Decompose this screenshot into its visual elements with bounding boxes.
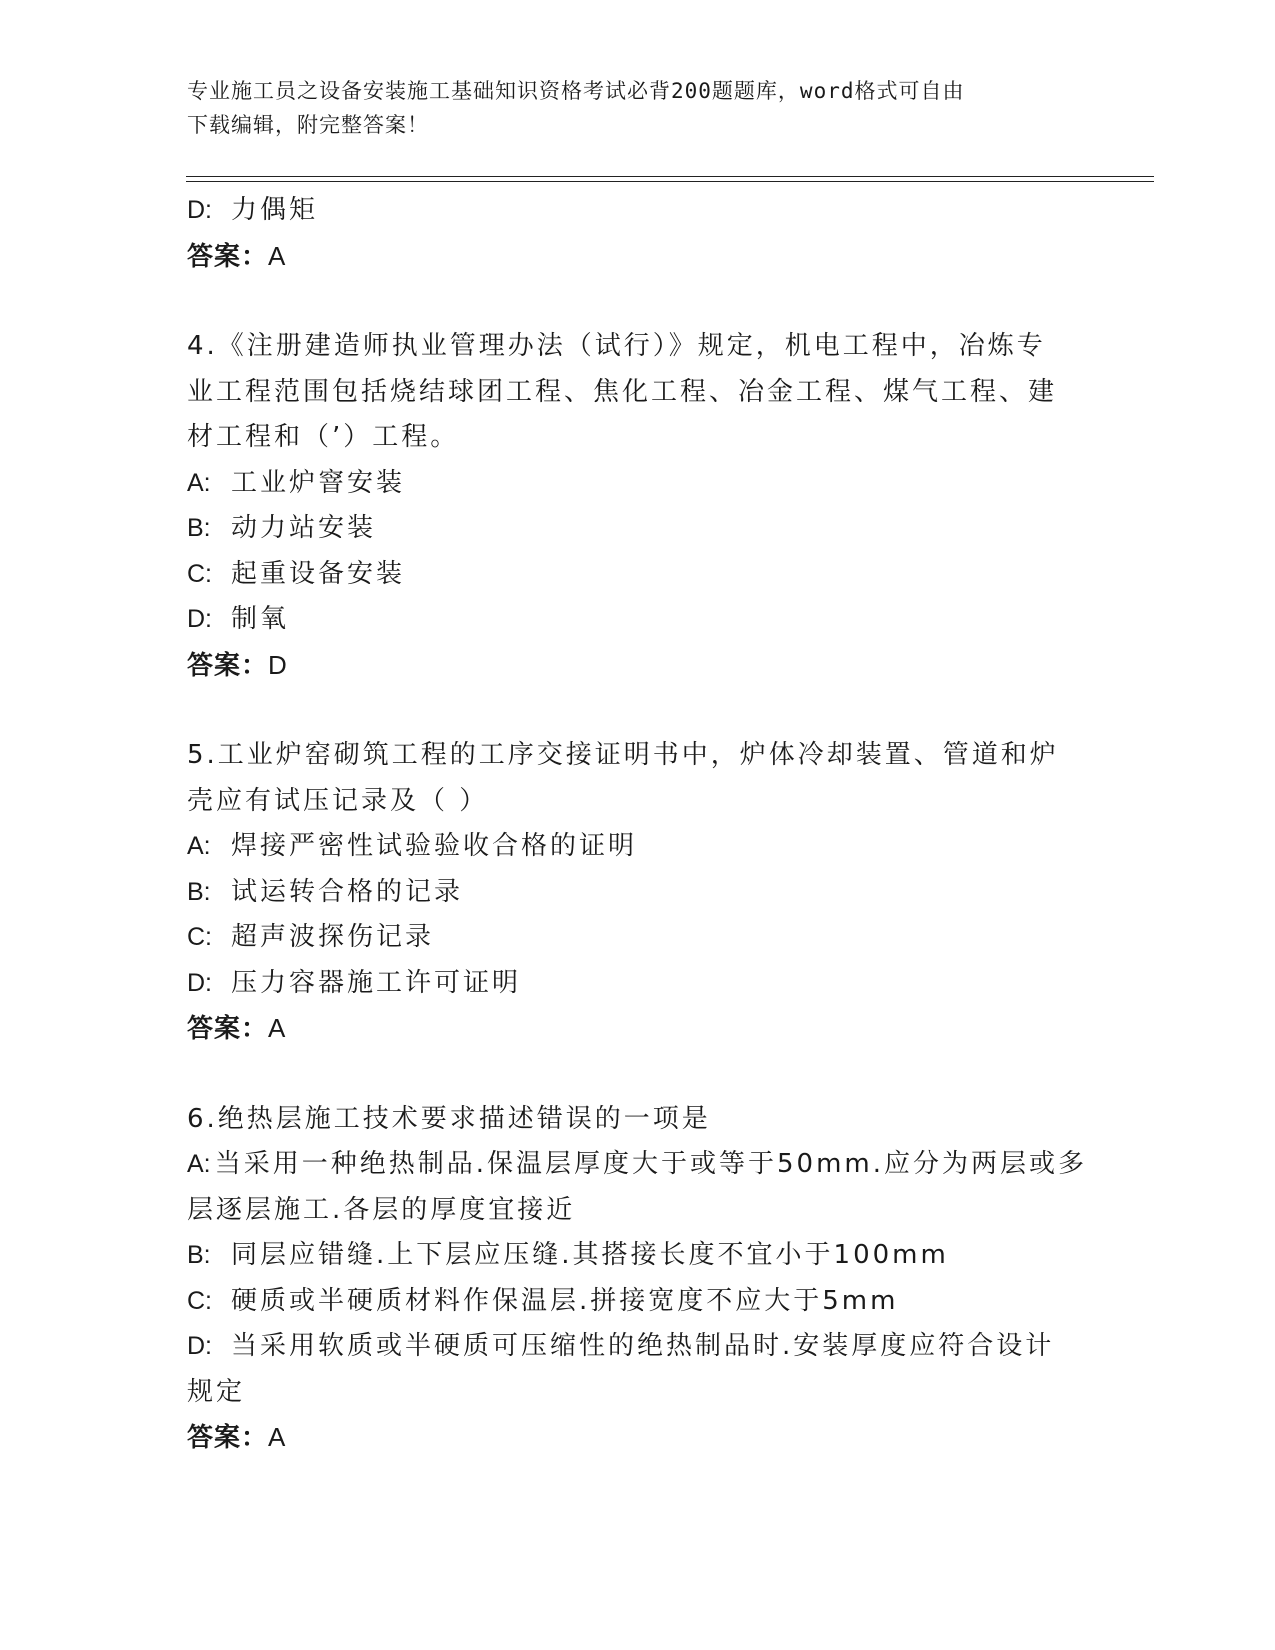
question-5	[187, 733, 1087, 1052]
option-text: 力偶矩	[231, 195, 319, 225]
option-text: 焊接严密性试验验收合格的证明	[231, 831, 638, 861]
option-key: B:	[187, 877, 211, 906]
question-text-line: 5.工业炉窑砌筑工程的工序交接证明书中，炉体冷却装置、管道和炉	[187, 740, 1059, 770]
answer-value: D	[268, 649, 288, 680]
answer	[187, 643, 1087, 689]
prev-answer	[187, 234, 1087, 280]
option-key: B:	[187, 514, 211, 542]
option-d	[187, 597, 1087, 643]
question-text-line: 材工程和（’）工程。	[187, 422, 460, 452]
answer-label: 答案：	[187, 650, 269, 681]
question-content	[187, 188, 1087, 1461]
option-text: 制氧	[231, 604, 290, 634]
answer-value: A	[268, 1013, 287, 1043]
option-key: D:	[187, 1332, 212, 1360]
option-d-continuation: 规定	[187, 1376, 246, 1407]
option-b	[187, 870, 1087, 916]
answer-label: 答案：	[187, 241, 269, 272]
option-text: 硬质或半硬质材料作保温层.拼接宽度不应大于5mm	[231, 1285, 899, 1316]
question-text-line: 6.绝热层施工技术要求描述错误的一项是	[187, 1103, 711, 1134]
option-key: C:	[187, 923, 212, 951]
option-key: A:	[187, 1150, 211, 1178]
option-key: D:	[187, 196, 212, 224]
option-a	[187, 461, 1087, 507]
option-a-continuation: 层逐层施工.各层的厚度宜接近	[187, 1194, 576, 1225]
answer-label: 答案：	[187, 1014, 269, 1044]
question-4	[187, 324, 1087, 688]
option-text: 压力容器施工许可证明	[231, 967, 522, 998]
header-line-2: 下载编辑，附完整答案！	[187, 113, 429, 137]
answer-value: A	[268, 240, 287, 271]
option-c	[187, 552, 1087, 598]
option-key: D:	[187, 605, 212, 633]
spacer	[187, 1052, 1087, 1097]
option-key: C:	[187, 559, 212, 588]
option-a	[187, 824, 1087, 870]
question-6	[187, 1097, 1087, 1461]
header-line-1: 专业施工员之设备安装施工基础知识资格考试必背200题题库，word格式可自由	[187, 79, 965, 103]
header-divider-top	[186, 176, 1154, 177]
answer-label: 答案：	[187, 1423, 269, 1453]
option-key: A:	[187, 832, 211, 860]
option-text: 试运转合格的记录	[231, 876, 464, 907]
spacer	[187, 279, 1087, 324]
option-key: C:	[187, 1286, 212, 1315]
option-key: B:	[187, 1241, 211, 1269]
option-text: 超声波探伤记录	[231, 922, 435, 952]
option-text: 同层应错缝.上下层应压缝.其搭接长度不宜小于100mm	[231, 1240, 949, 1270]
option-text: 当采用一种绝热制品.保温层厚度大于或等于50mm.应分为两层或多	[214, 1149, 1087, 1179]
option-text: 工业炉窨安装	[231, 467, 406, 498]
option-c	[187, 1279, 1087, 1325]
header-divider-bottom	[186, 181, 1154, 182]
prev-option-d	[187, 188, 1087, 234]
option-text: 动力站安装	[231, 513, 377, 543]
question-text-line: 4.《注册建造师执业管理办法（试行）》规定，机电工程中，冶炼专	[187, 331, 1046, 361]
question-text-line: 业工程范围包括烧结球团工程、焦化工程、冶金工程、煤气工程、建	[187, 376, 1058, 407]
option-key: A:	[187, 468, 211, 497]
option-text: 起重设备安装	[231, 558, 406, 589]
answer-value: A	[268, 1422, 287, 1452]
option-c	[187, 915, 1087, 961]
document-header	[187, 74, 1067, 142]
answer	[187, 1415, 1087, 1461]
option-d	[187, 961, 1087, 1007]
option-a	[187, 1142, 1087, 1188]
option-d	[187, 1324, 1087, 1370]
spacer	[187, 688, 1087, 733]
option-key: D:	[187, 968, 212, 997]
option-b	[187, 506, 1087, 552]
option-b	[187, 1233, 1087, 1279]
question-text-line: 壳应有试压记录及（ ）	[187, 785, 489, 816]
answer	[187, 1006, 1087, 1052]
option-text: 当采用软质或半硬质可压缩性的绝热制品时.安装厚度应符合设计	[231, 1331, 1055, 1361]
